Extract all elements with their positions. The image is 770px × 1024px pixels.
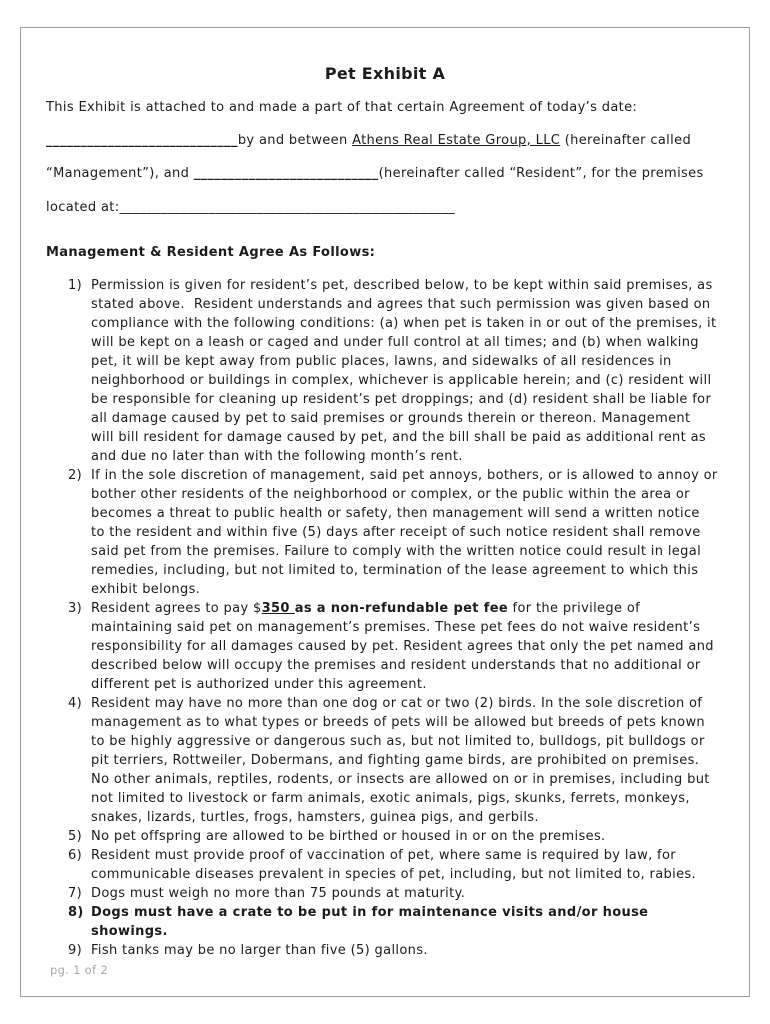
pet-fee-line [91, 599, 770, 618]
item-text [91, 903, 770, 941]
item-line: and due no later than with the following month’s rent. [91, 449, 463, 464]
list-item [0, 941, 770, 960]
item-line: remedies, including, but not limited to, termination of the lease agreement to which this [91, 563, 699, 578]
item-line: stated above. Resident understands and agrees that such permission was given based on [91, 297, 711, 312]
item-line: all damage caused by pet to said premises or grounds therein or thereon. Management [91, 411, 691, 426]
location-blank: _________________________________________________ [119, 200, 456, 215]
item-line: exhibit belongs. [91, 582, 201, 597]
pet-fee-type: as a non-refundable pet fee [294, 601, 509, 616]
item-text [91, 694, 770, 827]
item-number: 4) [68, 696, 83, 711]
item-line: Resident must provide proof of vaccination of pet, where same is required by law, for [91, 848, 676, 863]
item-number: 5) [68, 829, 83, 844]
item-line: management as to what types or breeds of pets will be allowed but breeds of pets known [91, 715, 706, 730]
item-number: 9) [68, 943, 83, 958]
item-text [91, 827, 770, 846]
item-line: becomes a threat to public health or safety, then management will send a written notice [91, 506, 700, 521]
list-item [0, 599, 770, 694]
intro-line-2-text-b: (hereinafter called [560, 133, 692, 148]
item-line: Dogs must weigh no more than 75 pounds at maturity. [91, 886, 466, 901]
item-line: to the resident and within five (5) days after receipt of such notice resident shall remove [91, 525, 701, 540]
item-line: Dogs must have a crate to be put in for maintenance visits and/or house [91, 905, 649, 920]
list-item [0, 827, 770, 846]
intro-line-3 [46, 164, 704, 183]
page-indicator: pg. 1 of 2 [50, 963, 108, 977]
item-number: 8) [68, 905, 84, 920]
pet-fee-amount: 350 [261, 601, 295, 616]
item-line: maintaining said pet on management’s premises. These pet fees do not waive resident’s [91, 620, 701, 635]
item-line: Resident may have no more than one dog or cat or two (2) birds. In the sole discretion of [91, 696, 703, 711]
item-number: 7) [68, 886, 83, 901]
intro-line-3-text-b: (hereinafter called “Resident”, for the premises [378, 166, 704, 181]
item-line: described below will occupy the premises and resident understands that no additional or [91, 658, 701, 673]
list-item [0, 694, 770, 827]
terms-list [0, 276, 770, 960]
item-line: neighborhood or buildings in complex, whichever is applicable herein; and (c) resident will [91, 373, 712, 388]
item-line: Fish tanks may be no larger than five (5) gallons. [91, 943, 428, 958]
item-number: 1) [68, 278, 83, 293]
item-line: to be highly aggressive or dangerous such as, but not limited to, bulldogs, pit bulldogs or [91, 734, 705, 749]
list-item [0, 276, 770, 466]
item-line: If in the sole discretion of management, said pet annoys, bothers, or is allowed to annoy or [91, 468, 718, 483]
item-line: showings. [91, 924, 168, 939]
item-text [91, 941, 770, 960]
date-blank: ____________________________ [46, 133, 238, 148]
item-line: communicable diseases prevalent in species of pet, including, but not limited to, rabies. [91, 867, 697, 882]
item-line: be responsible for cleaning up resident’s pet droppings; and (d) resident shall be liable for [91, 392, 712, 407]
company-name: Athens Real Estate Group, LLC [352, 133, 561, 148]
item-line: will bill resident for damage caused by pet, and the bill shall be paid as additional rent as [91, 430, 707, 445]
resident-blank: ___________________________ [193, 166, 379, 181]
item-text [91, 276, 770, 466]
item-text [91, 466, 770, 599]
intro-line-1: This Exhibit is attached to and made a part of that certain Agreement of today’s date: [46, 100, 638, 115]
item-text [91, 846, 770, 884]
item-line: Permission is given for resident’s pet, described below, to be kept within said premises, as [91, 278, 713, 293]
section-heading: Management & Resident Agree As Follows: [46, 245, 376, 260]
item-line: said pet from the premises. Failure to comply with the written notice could result in legal [91, 544, 702, 559]
item-number: 6) [68, 848, 83, 863]
item-number: 3) [68, 601, 83, 616]
item-line: responsibility for all damages caused by pet. Resident agrees that only the pet named and [91, 639, 714, 654]
item-line: will be kept on a leash or caged and under full control at all times; and (b) when walking [91, 335, 699, 350]
item-line: snakes, lizards, turtles, frogs, hamsters, guinea pigs, and gerbils. [91, 810, 539, 825]
item-line: No pet offspring are allowed to be birthed or housed in or on the premises. [91, 829, 606, 844]
item-line: not limited to livestock or farm animals, exotic animals, pigs, skunks, ferrets, monkeys, [91, 791, 690, 806]
item-line: pit terriers, Rottweiler, Dobermans, and fighting game birds, are prohibited on premises. [91, 753, 700, 768]
item-line: pet, it will be kept away from public places, lawns, and sidewalks of all residences in [91, 354, 672, 369]
list-item [0, 466, 770, 599]
list-item [0, 846, 770, 884]
pet-fee-prefix: Resident agrees to pay $ [91, 601, 262, 616]
item-text [91, 599, 770, 694]
intro-line-2-text-a: by and between [237, 133, 353, 148]
item-line: No other animals, reptiles, rodents, or insects are allowed on or in premises, including but [91, 772, 710, 787]
item-text [91, 884, 770, 903]
pet-fee-suffix: for the privilege of [508, 601, 641, 616]
list-item-crate-rule [0, 903, 770, 941]
intro-line-2 [46, 131, 691, 150]
item-line: different pet is authorized under this agreement. [91, 677, 427, 692]
intro-line-3-text-a: “Management”), and [46, 166, 194, 181]
location-label: located at: [46, 200, 120, 215]
list-item [0, 884, 770, 903]
document-title: Pet Exhibit A [324, 64, 446, 83]
item-number: 2) [68, 468, 83, 483]
item-line: bother other residents of the neighborhood or complex, or the public within the area or [91, 487, 690, 502]
intro-line-4 [46, 198, 455, 217]
item-line: compliance with the following conditions: (a) when pet is taken in or out of the premises, it [91, 316, 717, 331]
